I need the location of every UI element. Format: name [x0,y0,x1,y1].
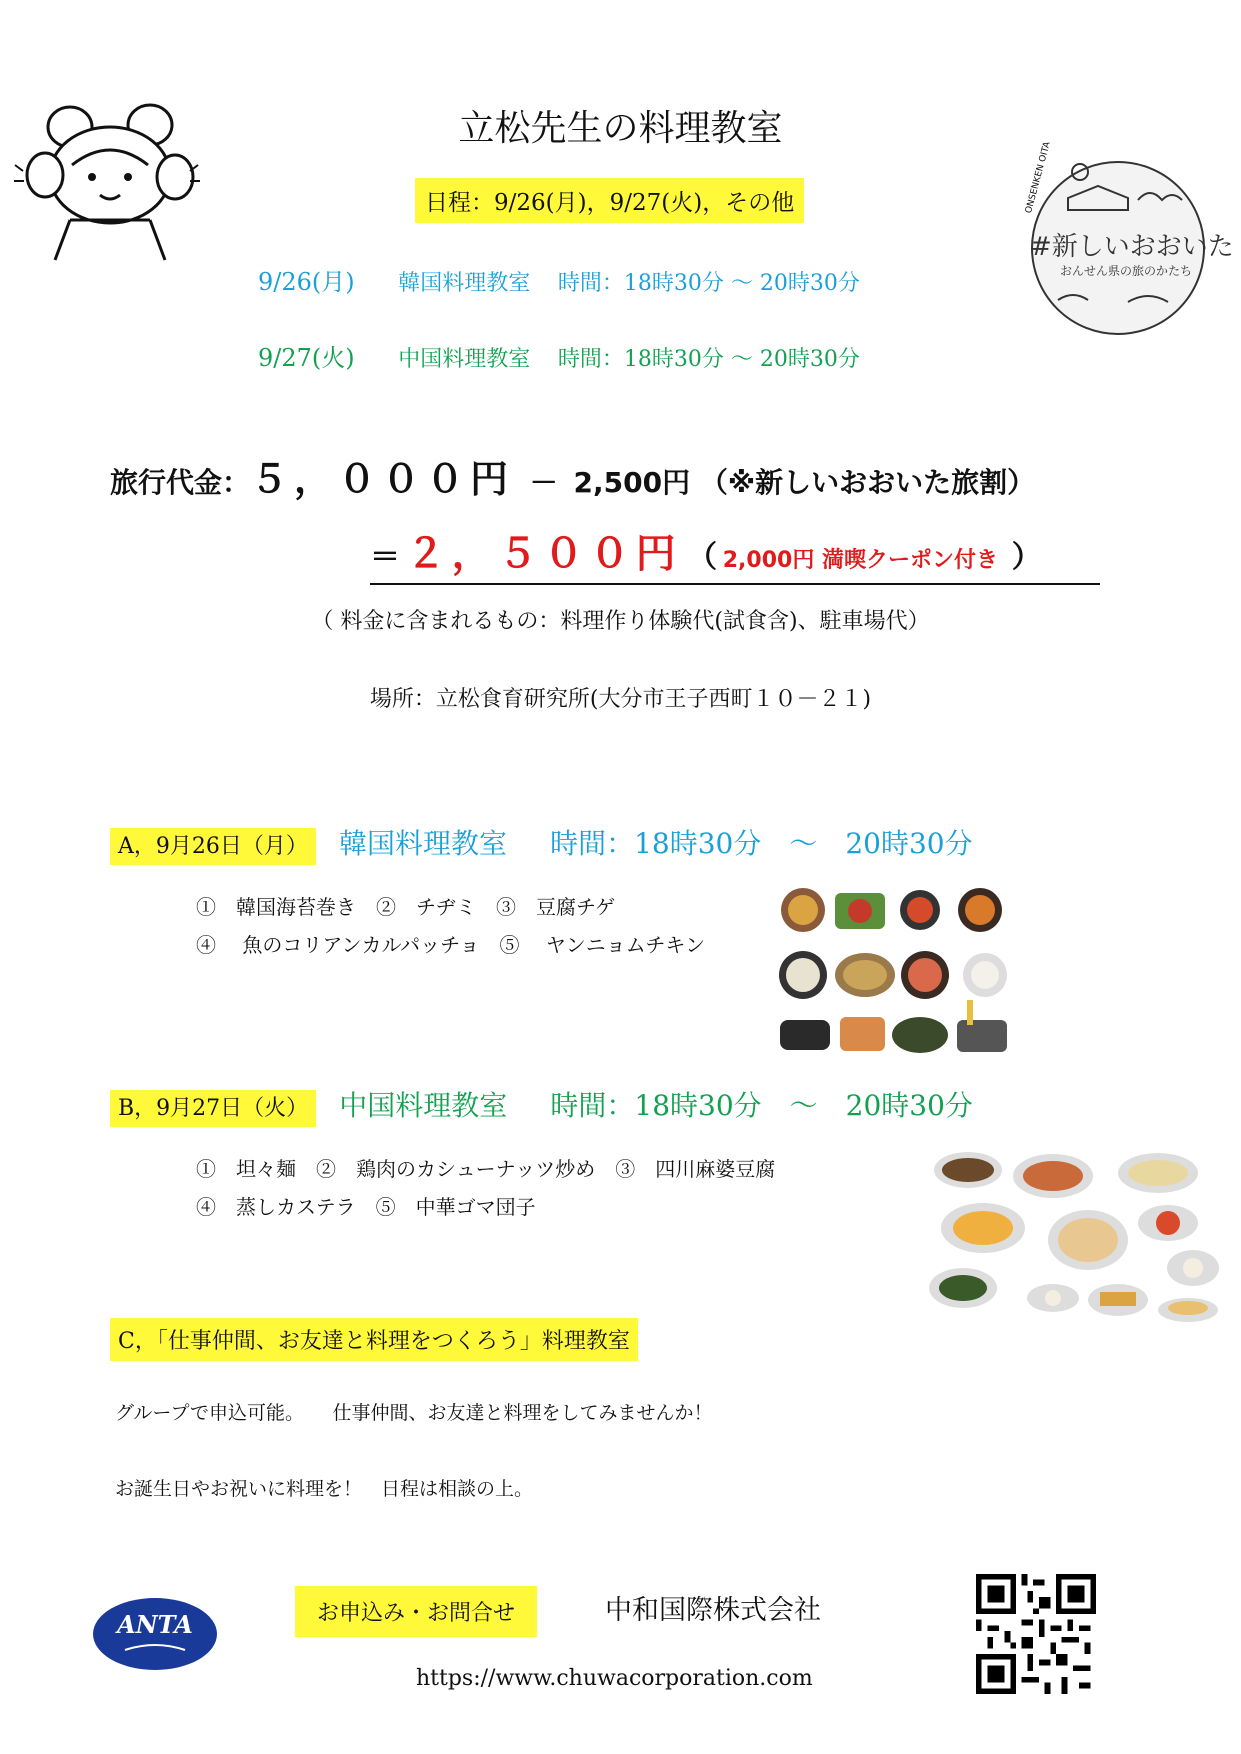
page-title: 立松先生の料理教室 [458,108,783,149]
company-name: 中和国際株式会社 [605,1595,821,1626]
session-name: 中国料理教室 [398,347,531,372]
price-close-paren: ） [1011,540,1042,575]
section-c-line2: お誕生日やお祝いに料理を！ 日程は相談の上。 [115,1478,534,1500]
anta-logo [90,1595,220,1673]
session-line-chinese [258,338,860,373]
section-b-head: B，9月27日（火） [110,1090,316,1127]
section-a-header [110,822,973,862]
session-date: 9/27(火) [258,344,355,372]
section-c-head: C，「仕事仲間、お友達と料理をつくろう」料理教室 [110,1318,638,1361]
price-total-line [370,522,1100,585]
session-time: 時間：18時30分 ～ 20時30分 [557,271,860,296]
section-a-head: A，9月26日（月） [110,828,316,865]
oita-logo [1018,140,1234,340]
contact-label: お申込み・お問合せ [295,1586,537,1637]
section-a-name: 韓国料理教室 [338,827,507,860]
price-base: ５，０００円 [250,457,515,501]
section-a-menu [196,888,705,964]
price-minus: － [529,466,558,499]
section-c-line1: グループで申込可能。 仕事仲間、お友達と料理をしてみませんか！ [115,1402,713,1424]
section-b-name: 中国料理教室 [339,1089,508,1122]
menu-line: ④ 蒸しカステラ ⑤ 中華ゴマ団子 [196,1195,536,1219]
price-line [110,448,1035,503]
menu-line: ① 坦々麺 ② 鶏肉のカシューナッツ炒め ③ 四川麻婆豆腐 [196,1157,776,1181]
section-b-header [110,1084,973,1124]
price-discount: 2,500円 [573,466,691,499]
place-info: 場所：立松食育研究所(大分市王子西町１０－２１) [369,687,872,712]
price-coupon: 2,000円 満喫クーポン付き [722,548,998,573]
section-b-time: 時間：18時30分 ～ 20時30分 [550,1089,973,1122]
oita-logo-sub: おんせん県の旅のかたち [1060,264,1193,278]
session-name: 韓国料理教室 [398,271,531,296]
section-b-menu [196,1150,775,1226]
session-line-korean [258,262,860,297]
oita-logo-top: ONSENKEN OITA [1024,140,1053,215]
session-time: 時間：18時30分 ～ 20時30分 [557,347,860,372]
menu-line: ④ 魚のコリアンカルパッチョ ⑤ ヤンニョムチキン [196,933,706,957]
price-discount-note: （※新しいおおいた旅割） [699,466,1036,499]
chinese-food-illustration [928,1148,1220,1323]
qr-code[interactable] [976,1574,1096,1694]
price-open-paren: （ [687,540,718,575]
session-date: 9/26(月) [258,268,355,296]
price-total: ２，５００円 [405,531,682,577]
anta-logo-text: ANTA [117,1610,193,1639]
schedule-label: 日程：9/26(月)，9/27(火)，その他 [415,178,804,223]
menu-line: ① 韓国海苔巻き ② チヂミ ③ 豆腐チゲ [196,895,616,919]
included-note: （ 料金に含まれるもの：料理作り体験代(試食含)、駐車場代） [311,609,930,634]
korean-food-illustration [775,885,1020,1065]
oita-logo-main: #新しいおおいた [1030,232,1234,262]
price-label: 旅行代金： [110,466,251,499]
section-a-time: 時間：18時30分 ～ 20時30分 [550,827,973,860]
price-equals: ＝ [370,540,400,575]
website-url[interactable]: https://www.chuwacorporation.com [416,1666,813,1691]
